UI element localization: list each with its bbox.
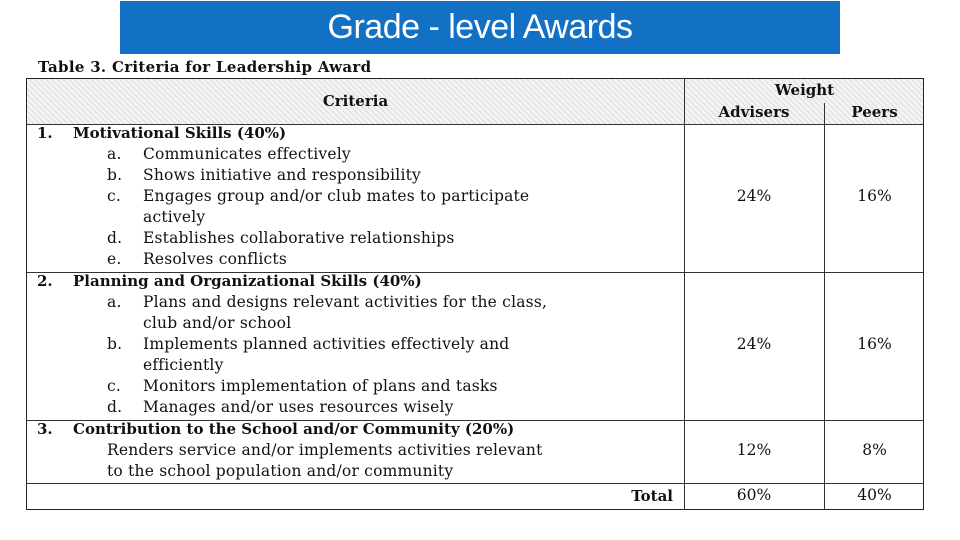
section-3-advisers-weight: 12% bbox=[736, 441, 772, 459]
section-3-peers-weight: 8% bbox=[862, 441, 887, 459]
section-3-description-line-2: to the school population and/or community bbox=[107, 462, 454, 480]
header-advisers: Advisers bbox=[718, 103, 790, 121]
slide-title: Grade - level Awards bbox=[120, 1, 840, 54]
total-peers-weight: 40% bbox=[857, 486, 892, 504]
header-weight: Weight bbox=[774, 81, 835, 99]
section-title: Contribution to the School and/or Community (20%) bbox=[73, 420, 515, 438]
section-3-description-line-1: Renders service and/or implements activities relevant bbox=[107, 441, 543, 459]
section-2-heading bbox=[37, 272, 422, 290]
section-1-advisers-weight: 24% bbox=[736, 187, 772, 205]
criteria-table: Criteria Weight Advisers Peers 1. Motivational Skills (40%) a. Communicates effectively b. Shows initiative and responsibility c. Engages group and/or club mates to participate actively d. Establishes collaborative relationships e. Resolves conflicts 24% 16% 2. Planning and Organizational Skills (40%) a. Plans and designs relevant activities for the class, club and/or school b. Implements planned activities effectively and efficiently c. Monitors implementation of plans and tasks d. Manages and/or uses resources wisely 24% 16% 3. Contribution to the School and/or Community (20%) Renders service and/or implements activities relevant to the school population and/or community 12% 8% Total 60% 40% bbox=[26, 78, 924, 510]
section-2-peers-weight: 16% bbox=[857, 335, 892, 353]
header-peers: Peers bbox=[851, 103, 898, 121]
section-1-peers-weight: 16% bbox=[857, 187, 892, 205]
total-label: Total bbox=[631, 487, 673, 505]
section-number: 1. bbox=[37, 124, 53, 142]
header-criteria: Criteria bbox=[322, 92, 389, 110]
section-2-advisers-weight: 24% bbox=[736, 335, 772, 353]
section-number: 2. bbox=[37, 272, 53, 290]
table-caption: Table 3. Criteria for Leadership Award bbox=[38, 58, 372, 76]
section-1-heading bbox=[37, 124, 286, 142]
section-number: 3. bbox=[37, 420, 53, 438]
total-advisers-weight: 60% bbox=[736, 486, 772, 504]
section-title: Motivational Skills (40%) bbox=[73, 124, 287, 142]
total-divider bbox=[27, 483, 923, 484]
section-title: Planning and Organizational Skills (40%) bbox=[73, 272, 422, 290]
section-3-heading bbox=[37, 420, 514, 438]
